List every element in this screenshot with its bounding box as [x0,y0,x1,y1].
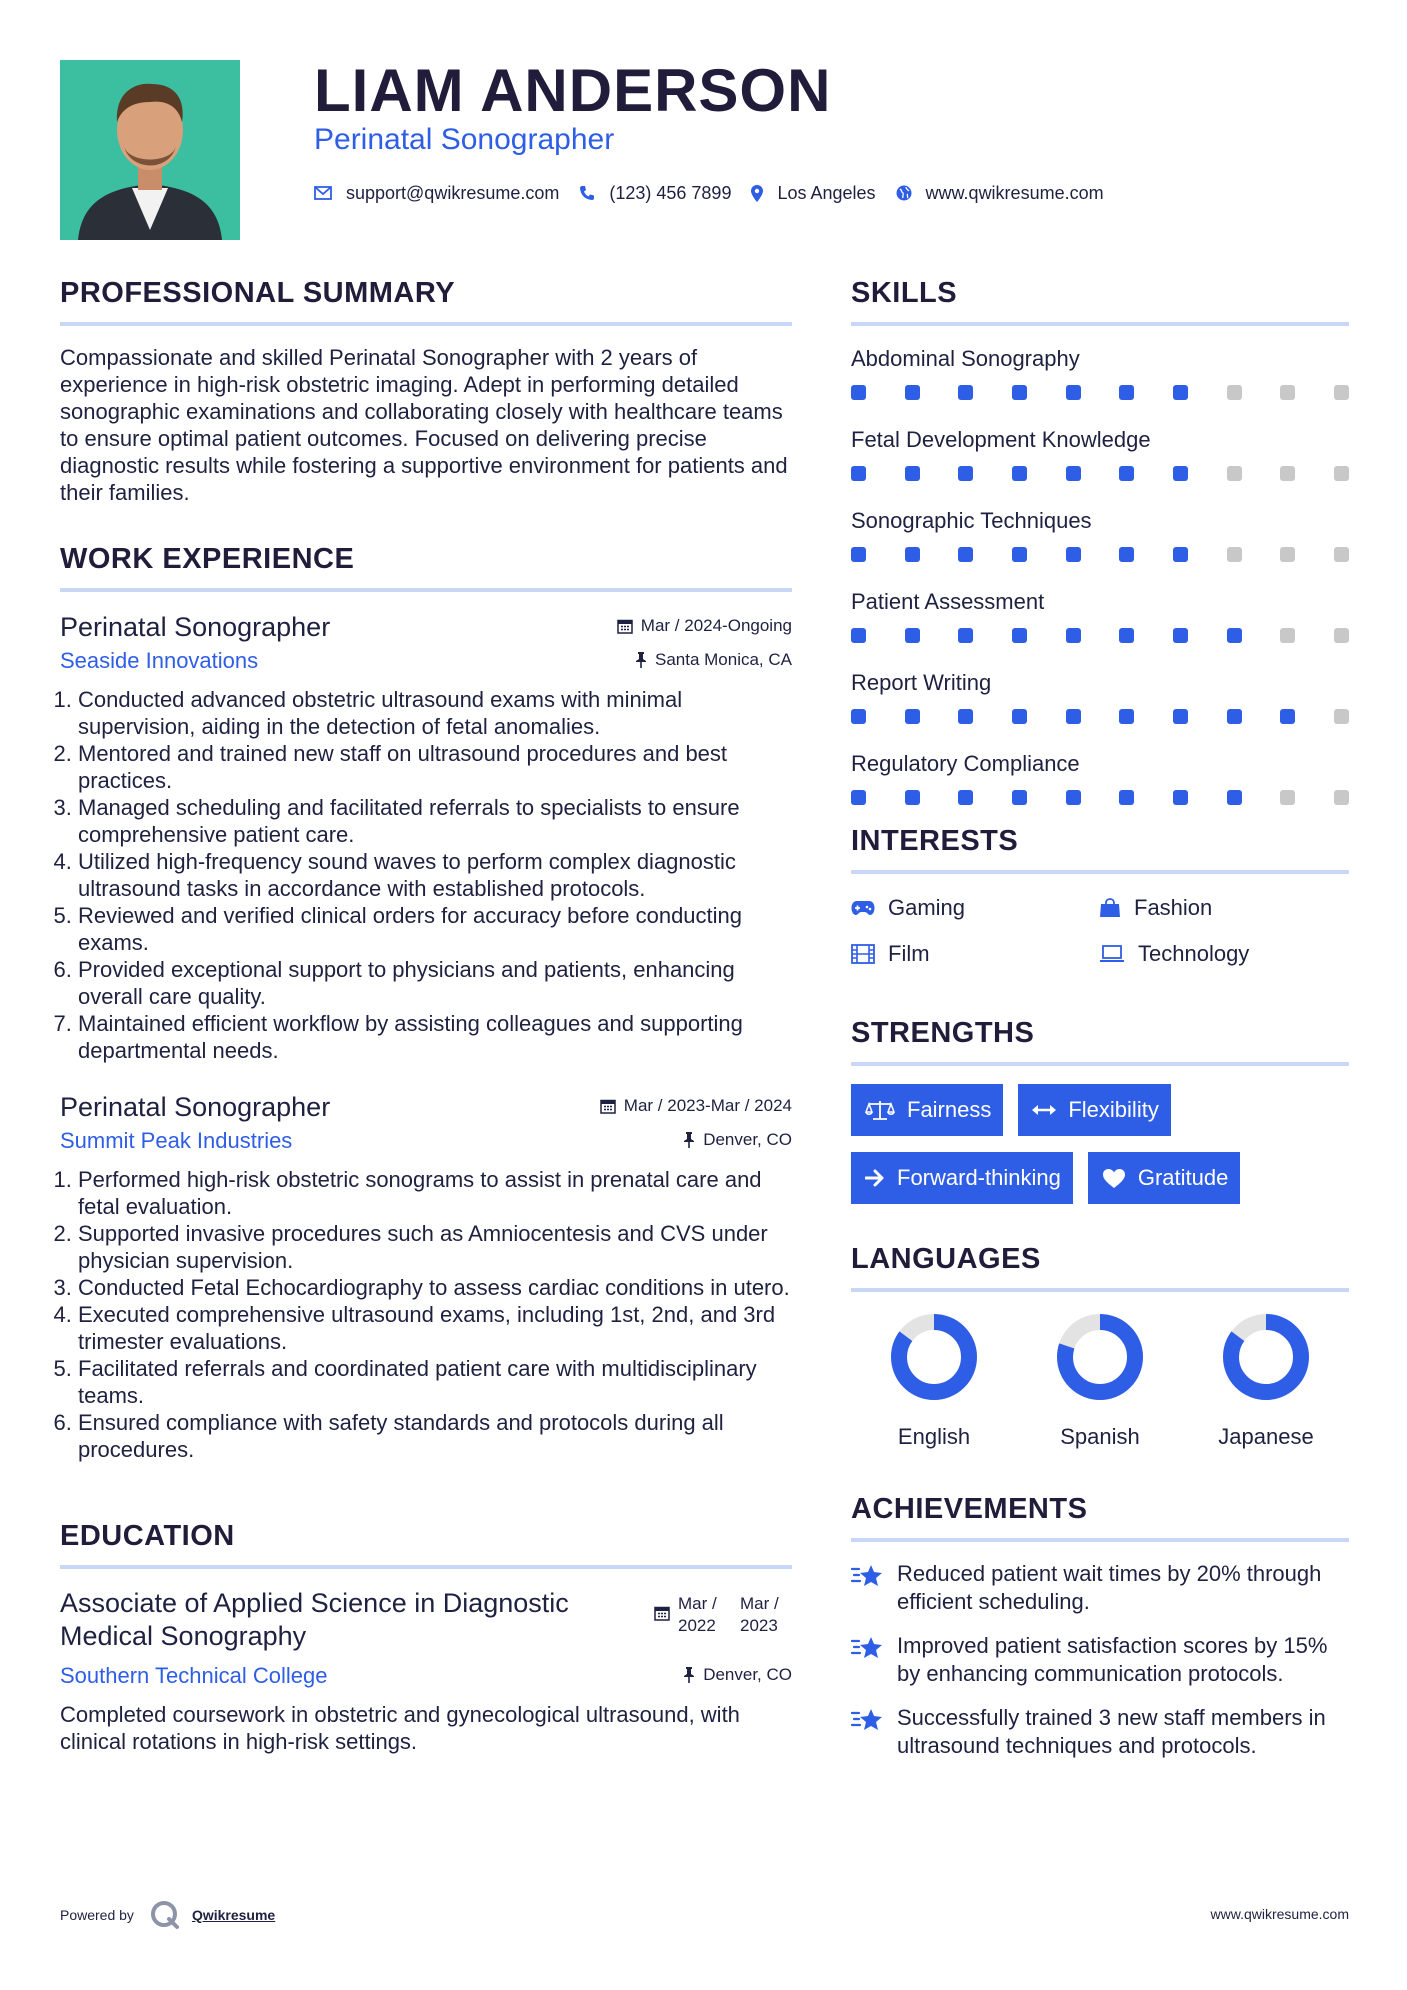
rating-dot-filled [1173,709,1188,724]
job-location [683,1130,792,1150]
calendar-icon [617,618,633,634]
list-item: 1. Conducted advanced obstetric ultrasound exams with minimal supervision, aiding in the detection of fetal anomalies. [78,686,792,740]
language-proficiency-ring [1221,1312,1311,1402]
contact-location [751,183,875,204]
envelope-icon [314,186,332,200]
language-name: Spanish [1060,1424,1140,1449]
skill-name: Abdominal Sonography [851,346,1080,371]
contact-email[interactable] [314,183,559,204]
arrows-horizontal-icon [1032,1103,1056,1117]
experience-section [60,536,792,1463]
strengths-heading: STRENGTHS [851,1017,1035,1049]
rating-dot-filled [958,466,973,481]
rating-dot-filled [1066,466,1081,481]
education-entry [60,1587,792,1755]
calendar-icon [654,1605,670,1621]
education-description: Completed coursework in obstetric and gynecological ultrasound, with clinical rotations in high-risk settings. [60,1702,740,1754]
rating-dot-filled [958,628,973,643]
rating-dot-filled [1227,790,1242,805]
footer-website-link[interactable]: www.qwikresume.com [1210,1906,1349,1922]
strength-badge [851,1152,1073,1204]
education-start: Mar / 2022 [678,1594,717,1635]
job-entry [60,1090,792,1463]
strength-label: Flexibility [1068,1097,1159,1122]
rating-dot-filled [1119,628,1134,643]
language-item [1017,1312,1183,1452]
skill-row [851,749,1349,806]
rating-dot-filled [905,385,920,400]
rating-dot-empty [1334,466,1349,481]
strengths-section [851,1010,1349,1204]
rating-dot-filled [958,709,973,724]
interest-gaming [851,892,1099,924]
summary-section [60,270,792,506]
skill-rating [851,464,1349,482]
job-location-text: Denver, CO [703,1130,792,1149]
rating-dot-filled [1066,709,1081,724]
rating-dot-empty [1280,790,1295,805]
skill-name: Fetal Development Knowledge [851,427,1151,452]
list-item: 1. Performed high-risk obstetric sonograms to assist in prenatal care and fetal evaluation. [78,1166,792,1220]
rating-dot-filled [1012,709,1027,724]
job-dates-text: Mar / 2023-Mar / 2024 [623,1096,792,1115]
strengths-list [851,1084,1349,1204]
achievement-text: Reduced patient wait times by 20% through efficient scheduling. [897,1561,1322,1614]
shooting-star-icon [851,1706,885,1734]
gamepad-icon [851,900,875,916]
interest-label: Gaming [888,895,966,920]
rating-dot-filled [1119,709,1134,724]
interest-film [851,938,1099,970]
summary-text: Compassionate and skilled Perinatal Sonographer with 2 years of experience in high-risk obstetric imaging. Adept in performing detailed sonographic examinations and collaborating closely with healthcare teams to ensure optimal patient outcomes. Focused on delivering precise diagnostic results while fostering a supportive environment for patients and their families. [60,345,788,505]
rating-dot-filled [851,790,866,805]
education-location [683,1665,792,1685]
education-section [60,1513,792,1755]
rating-dot-empty [1227,385,1242,400]
job-location-text: Santa Monica, CA [654,650,792,669]
rating-dot-filled [1066,790,1081,805]
map-marker-icon [751,185,763,202]
rating-dot-empty [1334,790,1349,805]
interest-label: Technology [1138,941,1250,966]
pin-icon [635,652,647,668]
languages-heading: LANGUAGES [851,1243,1041,1275]
pin-icon [683,1667,695,1683]
skill-name: Report Writing [851,670,992,695]
rating-dot-empty [1280,385,1295,400]
rating-dot-filled [1119,547,1134,562]
strength-label: Forward-thinking [897,1165,1061,1190]
rating-dot-filled [1066,385,1081,400]
rating-dot-filled [1012,466,1027,481]
school-name: Southern Technical College [60,1663,328,1688]
pin-icon [683,1132,695,1148]
language-item [851,1312,1017,1452]
skill-name: Regulatory Compliance [851,751,1080,776]
achievements-heading: ACHIEVEMENTS [851,1493,1088,1525]
education-location-text: Denver, CO [703,1665,792,1684]
list-item: 2. Mentored and trained new staff on ultrasound procedures and best practices. [78,740,792,794]
strength-label: Gratitude [1137,1165,1229,1190]
skill-row [851,506,1349,563]
calendar-icon [600,1098,616,1114]
skill-name: Sonographic Techniques [851,508,1092,533]
languages-section [851,1236,1349,1452]
rating-dot-filled [851,709,866,724]
skills-section [851,270,1349,806]
job-duties-list [60,1166,792,1463]
section-divider [851,322,1349,326]
rating-dot-filled [1173,790,1188,805]
languages-list [851,1312,1349,1452]
rating-dot-filled [1119,466,1134,481]
skill-rating [851,626,1349,644]
phone-icon [579,185,595,201]
list-item: 5. Reviewed and verified clinical orders for accuracy before conducting exams. [78,902,792,956]
strength-badge [851,1084,1003,1136]
skill-name: Patient Assessment [851,589,1045,614]
shooting-star-icon [851,1634,885,1662]
interest-technology [1099,938,1349,970]
candidate-role: Perinatal Sonographer [314,123,615,156]
achievements-section [851,1486,1349,1760]
rating-dot-filled [1119,790,1134,805]
list-item: 3. Managed scheduling and facilitated referrals to specialists to ensure comprehensive patient care. [78,794,792,848]
skills-heading: SKILLS [851,277,958,309]
rating-dot-filled [1173,466,1188,481]
interests-heading: INTERESTS [851,825,1019,857]
rating-dot-filled [851,385,866,400]
arrow-right-icon [865,1169,885,1187]
achievement-item [851,1560,1349,1616]
job-dates [617,616,792,636]
language-name: Japanese [1218,1424,1314,1449]
location-text: Los Angeles [777,182,876,203]
rating-dot-empty [1227,466,1242,481]
section-divider [60,1565,792,1569]
rating-dot-filled [1173,547,1188,562]
list-item: 7. Maintained efficient workflow by assisting colleagues and supporting departmental needs. [78,1010,792,1064]
list-item: 6. Provided exceptional support to physicians and patients, enhancing overall care quality. [78,956,792,1010]
rating-dot-filled [851,547,866,562]
globe-icon [896,185,912,201]
skill-rating [851,545,1349,563]
job-duties-list [60,686,792,1064]
contact-phone[interactable] [579,183,731,204]
rating-dot-filled [905,628,920,643]
rating-dot-filled [905,709,920,724]
section-divider [60,588,792,592]
section-divider [851,1288,1349,1292]
section-divider [851,1062,1349,1066]
job-location [635,650,792,670]
contact-bar [314,178,1124,208]
achievement-item [851,1704,1349,1760]
rating-dot-filled [1280,709,1295,724]
rating-dot-filled [1012,385,1027,400]
strength-badge [1018,1084,1170,1136]
achievement-text: Successfully trained 3 new staff members in ultrasound techniques and protocols. [897,1705,1326,1758]
rating-dot-filled [958,790,973,805]
rating-dot-filled [1173,628,1188,643]
language-name: English [897,1424,971,1449]
education-heading: EDUCATION [60,1520,235,1552]
rating-dot-filled [1227,709,1242,724]
language-proficiency-ring [889,1312,979,1402]
skill-row [851,344,1349,401]
film-icon [851,944,875,964]
job-dates-text: Mar / 2024-Ongoing [640,616,792,635]
skills-list [851,344,1349,806]
section-divider [60,322,792,326]
rating-dot-filled [905,466,920,481]
section-divider [851,1538,1349,1542]
rating-dot-empty [1334,385,1349,400]
interest-label: Fashion [1134,895,1213,920]
rating-dot-empty [1227,547,1242,562]
shooting-star-icon [851,1562,885,1590]
degree-title: Associate of Applied Science in Diagnostic Medical Sonography [60,1588,569,1651]
rating-dot-filled [1066,547,1081,562]
list-item: 2. Supported invasive procedures such as Amniocentesis and CVS under physician supervision. [78,1220,792,1274]
rating-dot-filled [905,547,920,562]
left-column [60,270,792,1755]
section-divider [851,870,1349,874]
rating-dot-filled [1119,385,1134,400]
education-end: Mar / 2023 [740,1594,779,1635]
email-text: support@qwikresume.com [346,182,560,203]
strength-label: Fairness [907,1097,992,1122]
phone-text: (123) 456 7899 [609,182,732,203]
rating-dot-filled [1012,628,1027,643]
laptop-icon [1099,945,1125,963]
skill-row [851,668,1349,725]
shopping-bag-icon [1099,898,1121,918]
job-dates [600,1096,792,1116]
job-title: Perinatal Sonographer [60,612,331,642]
contact-website[interactable] [896,183,1104,204]
rating-dot-filled [958,547,973,562]
achievement-item [851,1632,1349,1688]
interest-label: Film [888,941,930,966]
balance-scale-icon [865,1099,895,1121]
rating-dot-empty [1334,628,1349,643]
summary-heading: PROFESSIONAL SUMMARY [60,277,456,309]
skill-rating [851,383,1349,401]
skill-row [851,587,1349,644]
candidate-name: LIAM ANDERSON [314,57,832,124]
rating-dot-empty [1280,547,1295,562]
job-entry [60,610,792,1064]
rating-dot-filled [1012,547,1027,562]
rating-dot-filled [1173,385,1188,400]
job-title: Perinatal Sonographer [60,1092,331,1122]
skill-rating [851,788,1349,806]
strength-badge [1088,1152,1241,1204]
language-proficiency-ring [1055,1312,1145,1402]
job-company: Summit Peak Industries [60,1128,293,1153]
rating-dot-empty [1334,547,1349,562]
rating-dot-filled [851,628,866,643]
rating-dot-empty [1334,709,1349,724]
interest-fashion [1099,892,1349,924]
interests-section [851,818,1349,970]
rating-dot-filled [958,385,973,400]
profile-photo [60,60,240,240]
rating-dot-filled [1012,790,1027,805]
powered-by-text: Powered by [60,1907,134,1923]
rating-dot-filled [905,790,920,805]
rating-dot-empty [1280,628,1295,643]
footer-powered-by [60,1900,275,1930]
rating-dot-filled [1066,628,1081,643]
education-dates [654,1593,792,1637]
website-text: www.qwikresume.com [925,182,1104,203]
right-column [851,270,1349,1776]
rating-dot-filled [851,466,866,481]
list-item: 4. Executed comprehensive ultrasound exams, including 1st, 2nd, and 3rd trimester evaluations. [78,1301,792,1355]
list-item: 3. Conducted Fetal Echocardiography to assess cardiac conditions in utero. [78,1274,792,1301]
rating-dot-filled [1227,628,1242,643]
interests-list [851,892,1349,970]
skill-rating [851,707,1349,725]
qwikresume-logo-icon [150,1900,180,1930]
list-item: 5. Facilitated referrals and coordinated patient care with multidisciplinary teams. [78,1355,792,1409]
heart-icon [1102,1168,1126,1189]
list-item: 6. Ensured compliance with safety standards and protocols during all procedures. [78,1409,792,1463]
achievement-text: Improved patient satisfaction scores by 15% by enhancing communication protocols. [897,1633,1328,1686]
job-company: Seaside Innovations [60,648,259,673]
rating-dot-empty [1280,466,1295,481]
language-item [1183,1312,1349,1452]
skill-row [851,425,1349,482]
experience-heading: WORK EXPERIENCE [60,543,355,575]
brand-link[interactable]: Qwikresume [191,1907,276,1923]
list-item: 4. Utilized high-frequency sound waves to perform complex diagnostic ultrasound tasks in accordance with established protocols. [78,848,792,902]
